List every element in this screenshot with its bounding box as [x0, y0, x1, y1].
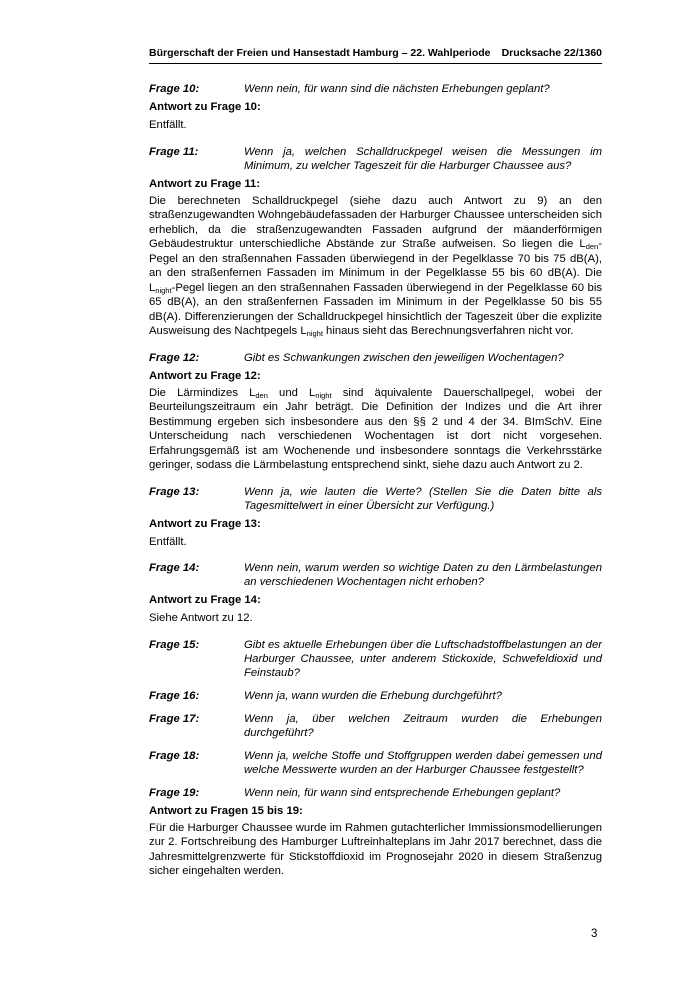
question-text: Gibt es Schwankungen zwischen den jeweiligen Wochentagen? [244, 351, 564, 364]
question-text: Wenn ja, wie lauten die Werte? (Stellen Sie die Daten bitte als Tagesmittelwert in einer Übersicht zur Verfügung.) [244, 485, 602, 512]
answer-heading: Antwort zu Fragen 15 bis 19: [149, 804, 303, 817]
question-15 [149, 638, 602, 680]
question-10 [149, 82, 602, 96]
question-label: Frage 14: [149, 562, 200, 574]
question-text: Wenn nein, für wann sind die nächsten Erhebungen geplant? [244, 83, 550, 95]
answer-text: Für die Harburger Chaussee wurde im Rahmen gutachterlicher Immissionsmodellierungen zur 2. Fortschreibung des Hamburger Luftreinhalteplans im Jahr 2017 berechnet, dass die Jahresmittelgrenzwerte für Stickstoffdioxid im Prognosejahr 2020 in diesem Straßenzug sicher eingehalten werden. [149, 821, 602, 877]
question-label: Frage 10: [149, 83, 200, 95]
answer-heading: Antwort zu Frage 13: [149, 517, 261, 530]
answer-heading: Antwort zu Frage 11: [149, 177, 261, 190]
question-19 [149, 786, 602, 800]
question-16 [149, 689, 602, 703]
page-header [149, 47, 602, 64]
page-number: 3 [591, 928, 598, 940]
question-12 [149, 351, 602, 365]
question-text: Wenn ja, wann wurden die Erhebung durchgeführt? [244, 689, 502, 702]
question-17 [149, 712, 602, 740]
question-14 [149, 561, 602, 589]
document-body [149, 82, 602, 879]
question-text: Wenn nein, für wann sind entsprechende Erhebungen geplant? [244, 786, 561, 799]
question-label: Frage 18: [149, 749, 200, 762]
answer-text: Entfällt. [149, 119, 187, 131]
question-13 [149, 485, 602, 513]
answer-heading: Antwort zu Frage 10: [149, 101, 261, 113]
answer-text: Entfällt. [149, 535, 187, 548]
question-label: Frage 13: [149, 485, 200, 498]
answer-heading: Antwort zu Frage 14: [149, 594, 261, 606]
answer-heading: Antwort zu Frage 12: [149, 369, 261, 382]
question-label: Frage 12: [149, 351, 200, 364]
header-parliament: Bürgerschaft der Freien und Hansestadt Hamburg – 22. Wahlperiode [149, 47, 491, 59]
question-label: Frage 15: [149, 638, 200, 651]
question-label: Frage 16: [149, 689, 200, 702]
question-text: Wenn ja, über welchen Zeitraum wurden die Erhebungen durchgeführt? [244, 712, 602, 739]
question-text: Wenn nein, warum werden so wichtige Daten zu den Lärmbelastungen an verschiedenen Wochentagen nicht erhoben? [244, 562, 602, 588]
header-document-number: Drucksache 22/1360 [501, 47, 602, 59]
question-18 [149, 749, 602, 777]
answer-text: Die berechneten Schalldruckpegel (siehe dazu auch Antwort zu 9) an den straßenzugewandten Wohngebäudefassaden der Harburger Chaussee unterscheiden sich erheblich, da die straßenzugewandten Fassaden aufgrund der mäanderförmigen Gebäudestruktur unterschiedliche Abstände zur Straße aufweisen. So liegen die $L_{den}$-Pegel an den straßennahen Fassaden überwiegend in der Pegelklasse 70 bis 75 dB(A), an den straßenfernen Fassaden im Minimum in der Pegelklasse 55 bis 60 dB(A). Die $L_{night}$-Pegel liegen an den straßennahen Fassaden überwiegend in der Pegelklasse 60 bis 65 dB(A), an den straßenfernen Fassaden im Minimum in der Pegelklasse 50 bis 55 dB(A). Differenzierungen der Schalldruckpegel hinsichtlich der Tageszeit über die explizite Ausweisung des Nachtpegels $L_{night}$ hinaus sieht das Berechnungsverfahren nicht vor. [149, 194, 602, 338]
question-11 [149, 145, 602, 173]
question-label: Frage 19: [149, 786, 200, 799]
question-text: Wenn ja, welchen Schalldruckpegel weisen die Messungen im Minimum, zu welcher Tageszeit für die Harburger Chaussee aus? [244, 145, 602, 172]
question-label: Frage 17: [149, 712, 200, 725]
answer-text: Siehe Antwort zu 12. [149, 612, 253, 624]
question-text: Gibt es aktuelle Erhebungen über die Luftschadstoffbelastungen an der Harburger Chaussee, unter anderem Stickoxide, Schwefeldioxid und Feinstaub? [244, 638, 602, 679]
question-label: Frage 11: [149, 145, 199, 158]
question-text: Wenn ja, welche Stoffe und Stoffgruppen werden dabei gemessen und welche Messwerte wurden an der Harburger Chaussee festgestellt? [244, 749, 602, 776]
answer-text: Die Lärmindizes $L_{den}$ und $L_{night}$ sind äquivalente Dauerschallpegel, wobei der Beurteilungszeitraum ein Jahr beträgt. Die Definition der Indizes und die Art ihrer Bestimmung ergeben sich insbesondere aus den §§ 2 und 4 der 34. BImSchV. Eine Unterscheidung nach verschiedenen Wochentagen ist dort nicht vorgesehen. Erfahrungsgemäß ist am Wochenende und insbesondere sonntags die Verkehrsstärke geringer, sodass die Lärmbelastung entsprechend sinkt, siehe dazu auch Antwort zu 2. [149, 386, 602, 471]
